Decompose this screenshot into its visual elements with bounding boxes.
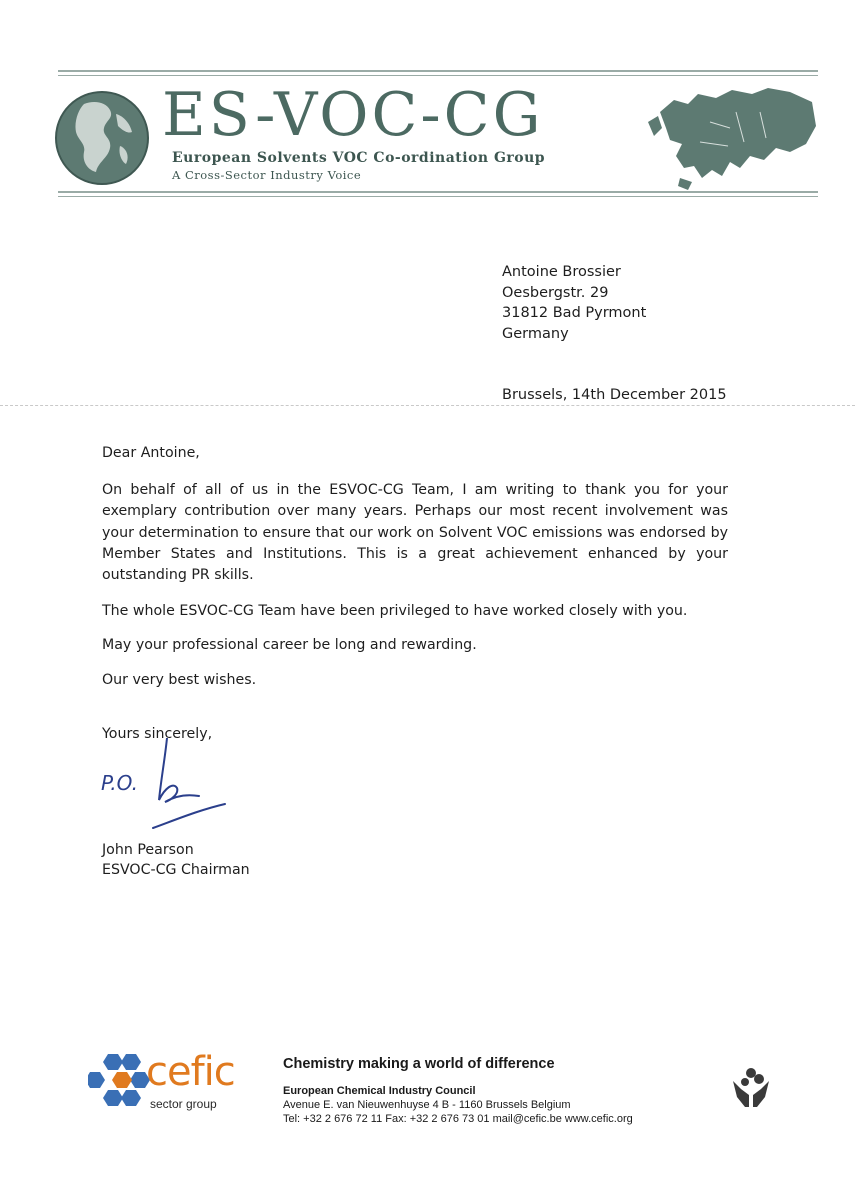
footer-tagline: Chemistry making a world of difference (283, 1056, 555, 1072)
salutation: Dear Antoine, (102, 445, 200, 461)
recipient-city: 31812 Bad Pyrmont (502, 305, 647, 321)
cefic-wordmark: cefic (146, 1049, 235, 1095)
hands-molecule-icon (731, 1063, 771, 1113)
signer-title: ESVOC-CG Chairman (102, 862, 250, 878)
footer-address: Avenue E. van Nieuwenhuyse 4 B - 1160 Brussels Belgium (283, 1099, 571, 1111)
recipient-street: Oesbergstr. 29 (502, 284, 609, 301)
europe-map-icon (640, 82, 820, 194)
body-paragraph: The whole ESVOC-CG Team have been privileged to have worked closely with you. (102, 603, 688, 620)
fold-mark (0, 405, 855, 406)
footer-contact: Tel: +32 2 676 72 11 Fax: +32 2 676 73 01 mail@cefic.be www.cefic.org (283, 1113, 633, 1125)
closing: Yours sincerely, (102, 726, 213, 742)
body-paragraph: Our very best wishes. (102, 671, 257, 688)
cefic-subtitle: sector group (150, 1097, 217, 1111)
signer-name: John Pearson (102, 842, 194, 858)
header-rule (58, 75, 818, 76)
letterhead (40, 70, 820, 205)
footer-info (283, 1056, 633, 1126)
globe-icon (54, 90, 150, 186)
recipient-name: Antoine Brossier (502, 264, 621, 280)
letterhead-title: ES-VOC-CG (162, 80, 544, 150)
recipient-country: Germany (502, 325, 569, 342)
signature-initials: P.O. (101, 771, 138, 795)
header-rule (58, 196, 818, 197)
body-paragraph: On behalf of all of us in the ESVOC-CG Team, I am writing to thank you for your exemplary contribution over many years. Perhaps our most recent involvement was your determination to ensure that our work on Solvent VOC emissions was endorsed by Member States and Institutions. This is a great achievement enhanced by your outstanding PR skills. (102, 482, 728, 584)
header-rule (58, 70, 818, 72)
body-paragraph: May your professional career be long and rewarding. (102, 637, 477, 654)
letter-body (102, 443, 728, 704)
letter-date: Brussels, 14th December 2015 (502, 387, 727, 403)
signature (95, 738, 235, 838)
recipient-address (502, 262, 646, 344)
letterhead-tagline: A Cross-Sector Industry Voice (172, 168, 362, 182)
letterhead-subtitle: European Solvents VOC Co-ordination Group (172, 150, 546, 166)
footer-council: European Chemical Industry Council (283, 1085, 476, 1097)
signer-block (102, 840, 250, 880)
